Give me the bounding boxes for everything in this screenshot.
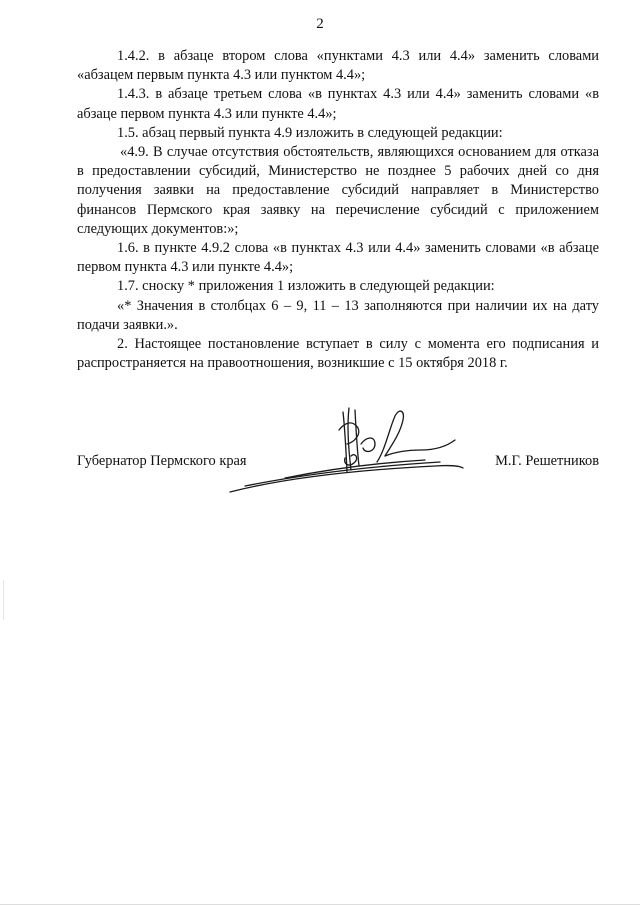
page-number: 2	[316, 16, 324, 32]
signatory-name: М.Г. Решетников	[495, 453, 599, 469]
paragraph-4-9-quote: «4.9. В случае отсутствия обстоятельств, являющихся основанием для отказа в предоставлении субсидий, Министерство не позднее 5 рабочих дней со дня получения заявки на предоставление субсидий направляет в Министерство финансов Пермского края заявку на перечисление субсидий с приложением следующих документов:»;	[77, 144, 599, 237]
signatory-title: Губернатор Пермского края	[77, 453, 247, 469]
paragraph-1-4-3: 1.4.3. в абзаце третьем слова «в пунктах 4.3 или 4.4» заменить словами «в абзаце первом пункта 4.3 или пункте 4.4»;	[77, 86, 599, 122]
paragraph-2: 2. Настоящее постановление вступает в силу с момента его подписания и распространяется на правоотношения, возникшие с 15 октября 2018 г.	[77, 336, 599, 372]
scan-edge-mark	[3, 580, 4, 620]
paragraph-1-7: 1.7. сноску * приложения 1 изложить в следующей редакции:	[117, 278, 495, 295]
handwritten-signature	[225, 400, 470, 500]
paragraph-1-6: 1.6. в пункте 4.9.2 слова «в пунктах 4.3 или 4.4» заменить словами «в абзаце первом пункта 4.3 или пункте 4.4»;	[77, 240, 599, 276]
paragraph-1-4-2: 1.4.2. в абзаце втором слова «пунктами 4.3 или 4.4» заменить словами «абзацем первым пункта 4.3 или пунктом 4.4»;	[77, 48, 599, 84]
paragraph-footnote-quote: «* Значения в столбцах 6 – 9, 11 – 13 заполняются при наличии их на дату подачи заявки.».	[77, 297, 599, 333]
paragraph-1-5: 1.5. абзац первый пункта 4.9 изложить в следующей редакции:	[117, 124, 503, 141]
document-body	[77, 47, 599, 373]
